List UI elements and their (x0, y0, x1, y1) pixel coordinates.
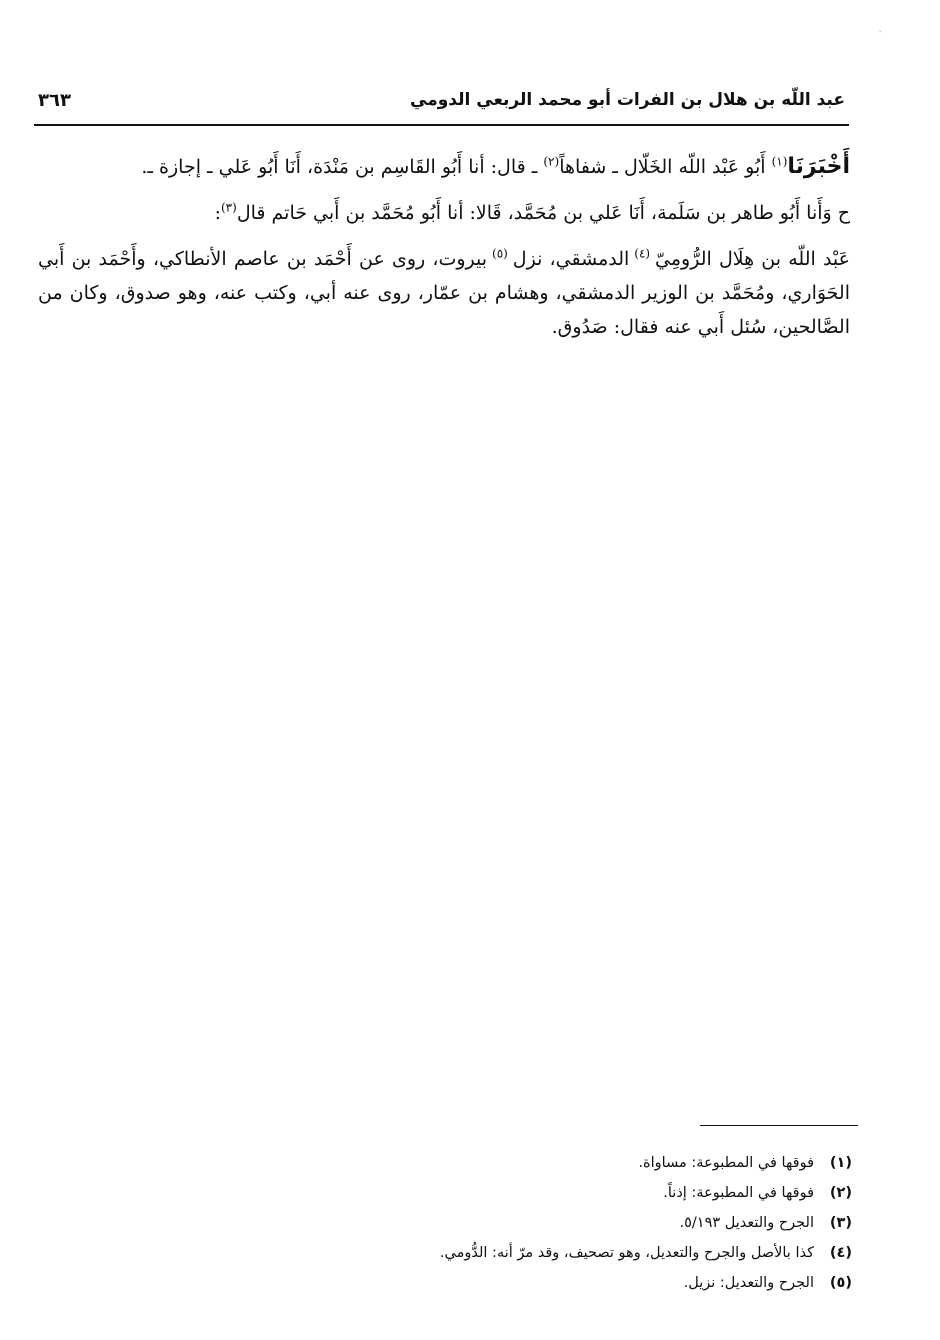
page-number: ٣٦٣ (38, 90, 71, 111)
paragraph-biography (38, 242, 850, 344)
footnote-text: كذا بالأصل والجرح والتعديل، وهو تصحيف، وقد مرّ أنه: الدُّومي. (439, 1245, 814, 1261)
footnote-ref-2: (٢) (543, 154, 560, 169)
paragraph-isnad-2 (38, 196, 850, 230)
footnote-item (300, 1208, 852, 1238)
footnote-number: (١) (829, 1155, 852, 1171)
footnote-text: فوقها في المطبوعة: مساواة. (638, 1155, 814, 1171)
footnote-number: (٥) (829, 1275, 852, 1291)
paragraph-text: أَبُو عَبْد اللّه الخَلّال ـ شفاهاً (559, 156, 772, 178)
footnote-item (300, 1178, 852, 1208)
paragraph-lead-word: أَخْبَرَنَا (787, 154, 850, 179)
running-title: عبد اللّه بن هلال بن الفرات أبو محمد الربعي الدومي (410, 90, 845, 110)
footnote-item (300, 1268, 852, 1298)
footnote-separator (700, 1125, 858, 1126)
footnote-text: فوقها في المطبوعة: إذناً. (663, 1185, 814, 1201)
paragraph-text: ـ قال: أنا أَبُو القَاسِم بن مَنْدَة، أَنَا أَبُو عَلي ـ إجازة ـ. (141, 156, 544, 178)
paragraph-text: ح وَأَنا أَبُو طاهر بن سَلَمة، أَنَا عَلي بن مُحَمَّد، قَالا: أنا أَبُو مُحَمَّد بن أَبي حَاتم قال (236, 202, 850, 224)
running-header (34, 82, 849, 126)
footnote-text: الجرح والتعديل ٥/١٩٣. (679, 1215, 814, 1231)
paragraph-isnad-1 (38, 150, 850, 184)
footnote-ref-1: (١) (771, 154, 788, 169)
footnote-ref-5: (٥) (487, 246, 513, 261)
footnote-text: الجرح والتعديل: نزيل. (683, 1275, 814, 1291)
footnote-number: (٣) (829, 1215, 852, 1231)
footnotes-list (300, 1148, 852, 1298)
footnote-ref-3: (٣) (220, 200, 237, 215)
footnote-ref-4: (٤) (629, 246, 656, 261)
footnote-item (300, 1238, 852, 1268)
main-text (38, 150, 850, 344)
paragraph-text: : (214, 202, 221, 224)
scan-speck: ˎ (878, 22, 882, 33)
paragraph-text: عَبْد اللّه بن هِلَال الرُّومِيّ (655, 248, 850, 270)
paragraph-text: بيروت، روى عن أَحْمَد بن عاصم الأنطاكي، وأَحْمَد بن أَبي الحَوَاري، ومُحَمَّد بن الوزير الدمشقي، وهشام بن عمّار، روى عنه أبي، وكتب عنه، وهو صدوق، وكان من الصَّالحين، سُئل أَبي عنه فقال: صَدُوق. (38, 248, 850, 338)
paragraph-text: الدمشقي، نزل (512, 248, 630, 270)
footnote-number: (٢) (829, 1185, 852, 1201)
footnote-number: (٤) (829, 1245, 852, 1261)
footnote-item (300, 1148, 852, 1178)
